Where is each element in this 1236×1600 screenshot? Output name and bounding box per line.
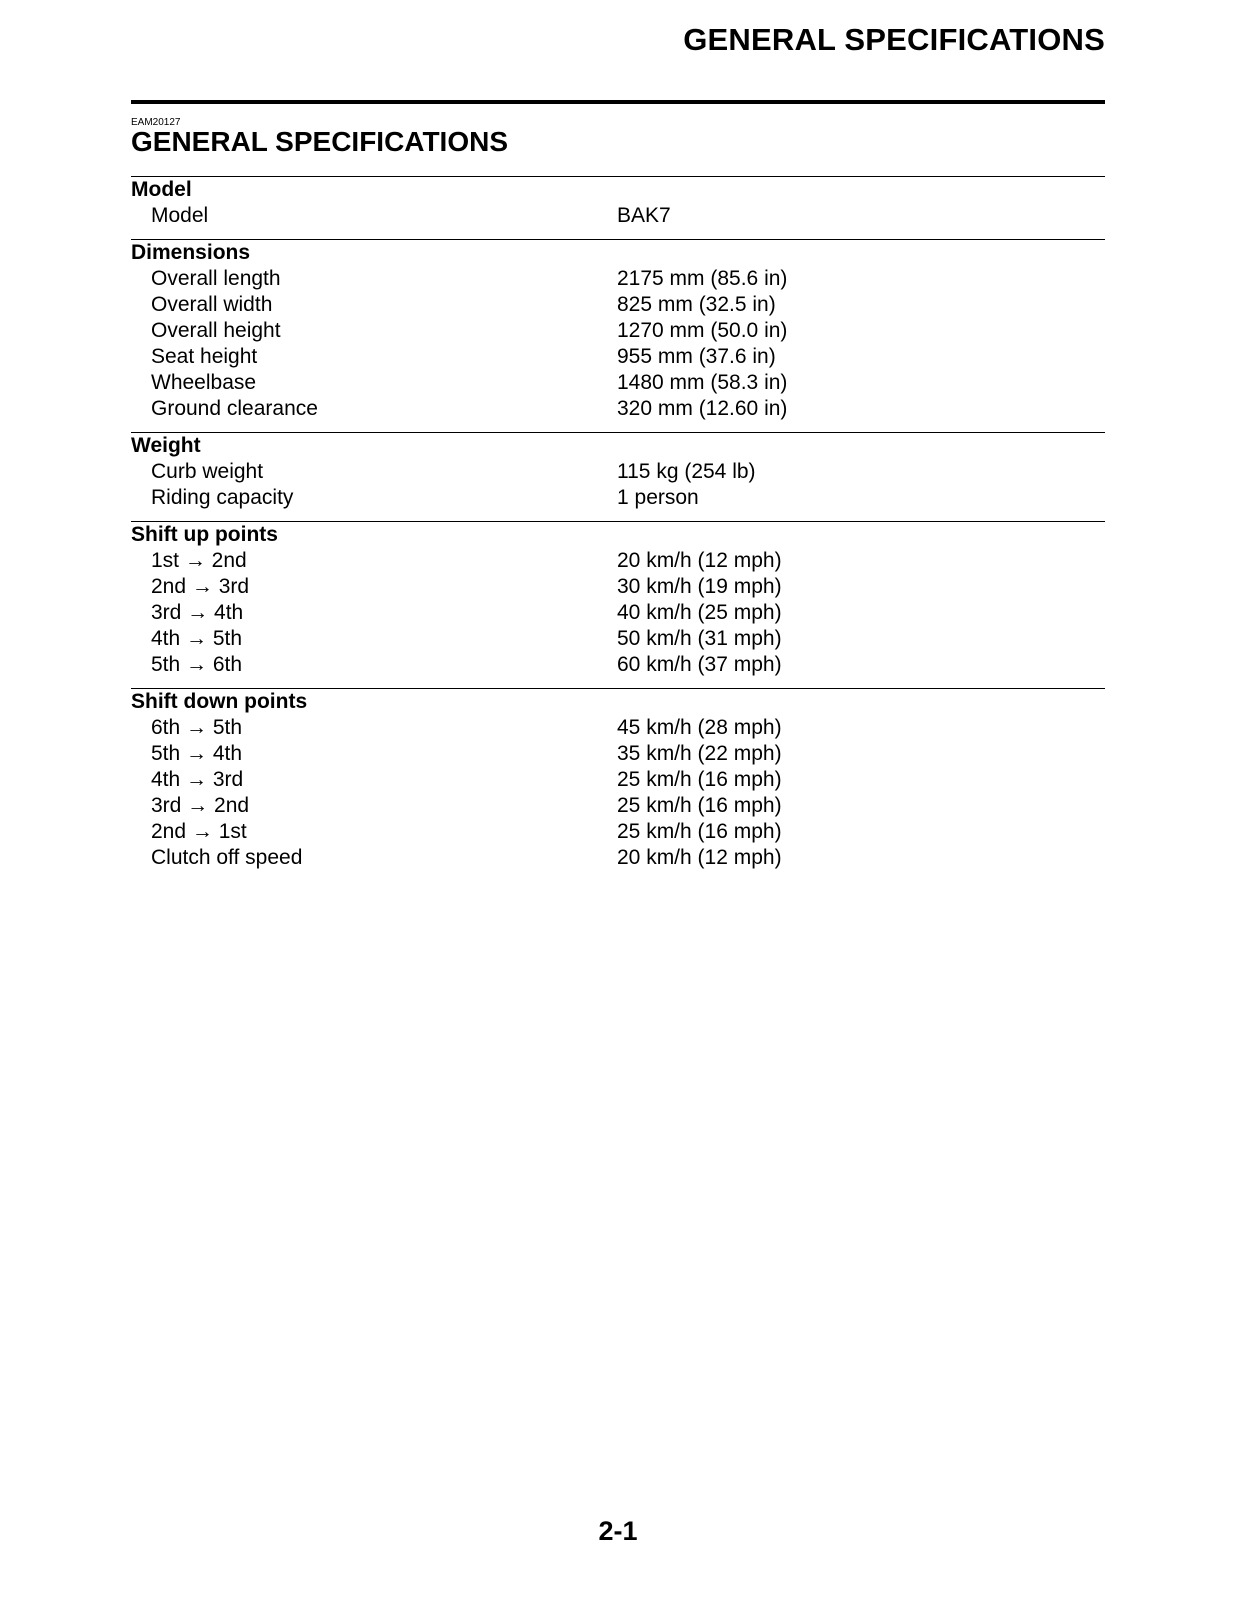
section-title: GENERAL SPECIFICATIONS (131, 126, 509, 157)
group-title: Weight (131, 434, 201, 457)
group-title: Shift down points (131, 690, 308, 713)
spec-label: 3rd → 4th (151, 601, 244, 624)
spec-group (131, 432, 1105, 521)
group-title: Model (131, 178, 192, 201)
spec-value: 25 km/h (16 mph) (617, 820, 782, 843)
spec-label: Overall height (151, 319, 281, 342)
spec-row (131, 652, 1105, 678)
spec-value: 1 person (617, 486, 699, 509)
spec-label: 5th → 6th (151, 653, 243, 676)
group-title: Shift up points (131, 523, 278, 546)
group-title: Dimensions (131, 241, 251, 264)
spec-row (131, 292, 1105, 318)
spec-label: Ground clearance (151, 397, 318, 420)
spec-group (131, 239, 1105, 432)
spec-value: 40 km/h (25 mph) (617, 601, 782, 624)
spec-value: 115 kg (254 lb) (617, 460, 756, 483)
header-rule (131, 100, 1105, 104)
page-number: 2-1 (598, 1516, 638, 1546)
spec-label: 4th → 3rd (151, 768, 244, 791)
spec-value: 320 mm (12.60 in) (617, 397, 788, 420)
spec-label: 3rd → 2nd (151, 794, 250, 817)
spec-row (131, 396, 1105, 422)
spec-row (131, 793, 1105, 819)
spec-row (131, 344, 1105, 370)
spec-row (131, 741, 1105, 767)
spec-row (131, 626, 1105, 652)
spec-label: Riding capacity (151, 486, 294, 509)
spec-row (131, 819, 1105, 845)
spec-value: 50 km/h (31 mph) (617, 627, 782, 650)
spec-label: Clutch off speed (151, 846, 303, 869)
spec-value: 25 km/h (16 mph) (617, 768, 782, 791)
spec-label: 4th → 5th (151, 627, 243, 650)
spec-group (131, 688, 1105, 881)
spec-label: Curb weight (151, 460, 264, 483)
page-header: GENERAL SPECIFICATIONS (683, 22, 1105, 57)
section-code: EAM20127 (131, 117, 181, 128)
spec-value: 30 km/h (19 mph) (617, 575, 782, 598)
spec-row (131, 715, 1105, 741)
spec-row (131, 318, 1105, 344)
spec-row (131, 548, 1105, 574)
spec-row (131, 845, 1105, 871)
spec-row (131, 600, 1105, 626)
spec-value: 25 km/h (16 mph) (617, 794, 782, 817)
spec-value: 45 km/h (28 mph) (617, 716, 782, 739)
spec-table (131, 176, 1105, 881)
spec-label: 1st → 2nd (151, 549, 247, 572)
spec-label: Overall width (151, 293, 273, 316)
spec-value: 1480 mm (58.3 in) (617, 371, 788, 394)
spec-row (131, 574, 1105, 600)
spec-value: 35 km/h (22 mph) (617, 742, 782, 765)
spec-label: Seat height (151, 345, 258, 368)
spec-label: 2nd → 3rd (151, 575, 250, 598)
spec-row (131, 485, 1105, 511)
spec-row (131, 767, 1105, 793)
spec-label: 6th → 5th (151, 716, 243, 739)
spec-label: Overall length (151, 267, 281, 290)
spec-value: 20 km/h (12 mph) (617, 549, 782, 572)
spec-group (131, 521, 1105, 688)
spec-value: 20 km/h (12 mph) (617, 846, 782, 869)
spec-label: 5th → 4th (151, 742, 243, 765)
spec-value: 2175 mm (85.6 in) (617, 267, 788, 290)
spec-row (131, 459, 1105, 485)
spec-value: 1270 mm (50.0 in) (617, 319, 788, 342)
spec-row (131, 370, 1105, 396)
spec-value: 825 mm (32.5 in) (617, 293, 776, 316)
spec-row (131, 266, 1105, 292)
spec-value: BAK7 (617, 204, 671, 227)
spec-value: 60 km/h (37 mph) (617, 653, 782, 676)
spec-value: 955 mm (37.6 in) (617, 345, 776, 368)
spec-label: Model (151, 204, 209, 227)
spec-row (131, 203, 1105, 229)
spec-label: Wheelbase (151, 371, 257, 394)
spec-label: 2nd → 1st (151, 820, 247, 843)
spec-group (131, 176, 1105, 239)
